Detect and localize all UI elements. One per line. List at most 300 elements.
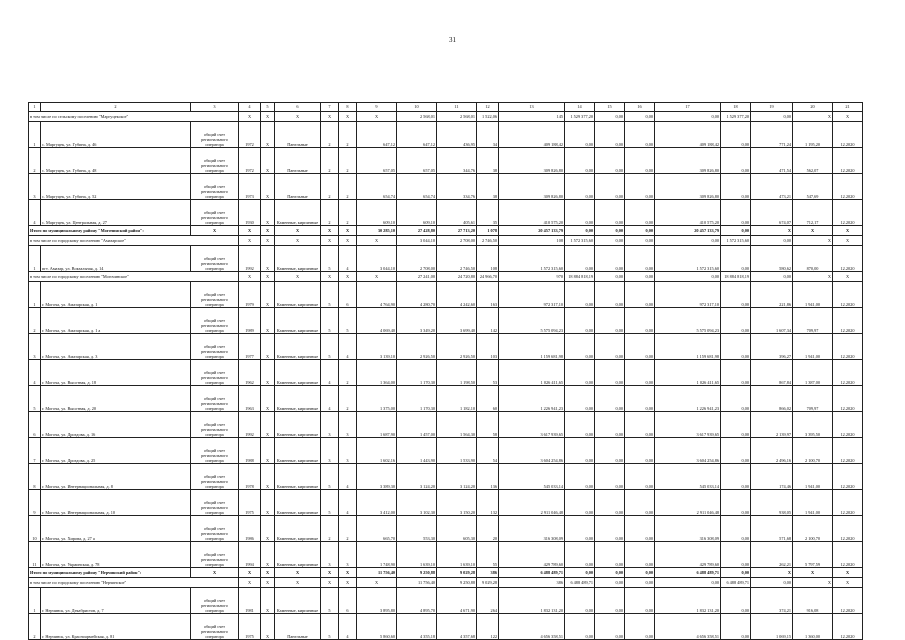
table-cell: X — [261, 578, 275, 588]
table-cell: 12.2020 — [833, 308, 863, 334]
table-cell: X — [261, 516, 275, 542]
table-cell: 0,00 — [595, 112, 625, 122]
table-cell: 436,95 — [437, 122, 477, 148]
table-cell: 27 428,80 — [397, 226, 437, 236]
table-cell: 1 170,30 — [397, 386, 437, 412]
table-cell: X — [191, 568, 239, 578]
table-cell: X — [275, 272, 321, 282]
table-cell: 1972 — [239, 122, 261, 148]
table-cell: 136 — [477, 464, 499, 490]
table-cell: 5 — [321, 282, 339, 308]
column-header: 11 — [437, 103, 477, 112]
table-cell: 5 — [339, 308, 357, 334]
table-cell: 2 — [339, 360, 357, 386]
table-cell: 2 — [321, 516, 339, 542]
table-cell: 3 — [339, 438, 357, 464]
table-cell: 0,00 — [595, 272, 625, 282]
row-number: 2 — [29, 148, 41, 174]
table-cell: 0,00 — [595, 200, 625, 226]
table-cell: Каменные, кирпичные — [275, 490, 321, 516]
column-header: 7 — [321, 103, 339, 112]
table-cell: 6 488 489,71 — [655, 568, 721, 578]
column-header: 14 — [565, 103, 595, 112]
table-cell: 709,97 — [793, 386, 833, 412]
table-cell: 344,76 — [437, 148, 477, 174]
table-cell: 20 — [477, 516, 499, 542]
table-cell: 12.2020 — [833, 246, 863, 272]
table-cell: X — [357, 112, 397, 122]
table-cell: X — [793, 568, 833, 578]
table-cell: 0,00 — [565, 588, 595, 614]
table-cell: 334,76 — [437, 174, 477, 200]
table-cell: 2 496,16 — [751, 438, 793, 464]
table-cell: 1 443,90 — [397, 438, 437, 464]
table-cell: X — [261, 438, 275, 464]
table-row — [29, 412, 863, 438]
table-cell: 1 529 377,20 — [721, 112, 751, 122]
table-cell: 122 — [477, 614, 499, 640]
table-cell: 0,00 — [655, 578, 721, 588]
table-cell: 12.2020 — [833, 588, 863, 614]
table-cell: 1 832 131,20 — [499, 588, 565, 614]
table-cell: 2 568,01 — [437, 112, 477, 122]
table-cell: 2 — [339, 148, 357, 174]
table-cell: X — [793, 236, 833, 246]
table-cell: 1 941,00 — [793, 282, 833, 308]
table-cell: 1972 — [239, 148, 261, 174]
table-cell: 6 — [339, 588, 357, 614]
table-cell: 53 — [477, 360, 499, 386]
table-cell: 0,00 — [721, 334, 751, 360]
table-cell: 0,00 — [565, 516, 595, 542]
table-cell: 54 — [477, 438, 499, 464]
table-cell: 108 — [477, 246, 499, 272]
table-cell: 2 — [339, 174, 357, 200]
table-cell: 174,46 — [751, 464, 793, 490]
table-cell: 3 044,10 — [357, 246, 397, 272]
table-cell: 0,00 — [625, 200, 655, 226]
table-cell: 1962 — [239, 360, 261, 386]
group-title: в том числе по городскому поселению "Амазарское" — [29, 236, 239, 246]
table-cell: 580,62 — [751, 246, 793, 272]
table-cell: Каменные, кирпичные — [275, 360, 321, 386]
table-cell: 3 102,30 — [397, 490, 437, 516]
table-cell: 6 488 489,71 — [721, 578, 751, 588]
table-cell: 1 078 — [477, 226, 499, 236]
group-row — [29, 112, 863, 122]
column-header: 5 — [261, 103, 275, 112]
table-cell: X — [275, 112, 321, 122]
table-cell: 1 069,15 — [751, 614, 793, 640]
table-cell: 60 — [477, 386, 499, 412]
table-cell: Панельные — [275, 614, 321, 640]
row-number: 10 — [29, 516, 41, 542]
table-cell: 410 575,20 — [655, 200, 721, 226]
table-cell: 409 188,42 — [499, 122, 565, 148]
table-cell: 24 720,80 — [437, 272, 477, 282]
address-cell: г. Могоча, ул. Высотная, д. 20 — [41, 386, 191, 412]
table-cell: X — [261, 542, 275, 568]
table-cell: 35 — [477, 200, 499, 226]
table-cell: 386 — [499, 578, 565, 588]
table-cell: 1977 — [239, 334, 261, 360]
page-number: 31 — [449, 36, 456, 44]
table-cell: 24 966,70 — [477, 272, 499, 282]
table-row — [29, 542, 863, 568]
group-row — [29, 578, 863, 588]
subtotal-row — [29, 568, 863, 578]
table-cell: 1 360,00 — [793, 614, 833, 640]
table-cell: 0,00 — [565, 438, 595, 464]
table-cell: 5 — [321, 588, 339, 614]
table-cell: X — [261, 568, 275, 578]
table-cell: 2 911 046,48 — [655, 490, 721, 516]
table-cell: 1963 — [239, 386, 261, 412]
table-cell: 1 195,20 — [793, 122, 833, 148]
table-cell: 4 — [339, 490, 357, 516]
table-cell: 870,00 — [793, 246, 833, 272]
table-cell: X — [339, 236, 357, 246]
group-row — [29, 272, 863, 282]
table-cell: Каменные, кирпичные — [275, 516, 321, 542]
table-cell: 1 639,10 — [397, 542, 437, 568]
table-cell: 1 941,00 — [793, 490, 833, 516]
table-cell: 3 124,20 — [437, 464, 477, 490]
table-row — [29, 282, 863, 308]
table-cell: 5 — [321, 464, 339, 490]
table-cell: 0,00 — [625, 588, 655, 614]
column-header: 3 — [191, 103, 239, 112]
table-cell: 3 124,20 — [397, 464, 437, 490]
table-cell: 1 941,00 — [793, 464, 833, 490]
table-cell: Каменные, кирпичные — [275, 542, 321, 568]
table-cell: 3 349,20 — [397, 308, 437, 334]
table-cell: 6 488 489,71 — [499, 568, 565, 578]
table-cell: 1992 — [239, 412, 261, 438]
row-number: 9 — [29, 490, 41, 516]
table-row — [29, 464, 863, 490]
table-cell: 0,00 — [625, 334, 655, 360]
table-cell: 12.2020 — [833, 464, 863, 490]
table-cell: 0,00 — [721, 360, 751, 386]
table-cell: X — [833, 578, 863, 588]
table-cell: 1989 — [239, 308, 261, 334]
table-cell: X — [321, 112, 339, 122]
table-cell: X — [261, 200, 275, 226]
table-cell: 0,00 — [625, 308, 655, 334]
table-cell: X — [275, 226, 321, 236]
column-header: 21 — [833, 103, 863, 112]
table-cell: 0,00 — [721, 200, 751, 226]
table-cell: 1 687,90 — [357, 412, 397, 438]
table-cell: 58 — [477, 412, 499, 438]
address-cell: г. Могоча, ул. Хирова, д. 27 а — [41, 516, 191, 542]
table-cell: X — [793, 226, 833, 236]
table-cell: X — [261, 490, 275, 516]
table-cell: 12.2020 — [833, 490, 863, 516]
table-cell: 654,74 — [357, 174, 397, 200]
table-cell: 1 748,90 — [357, 542, 397, 568]
table-cell: 5 — [321, 246, 339, 272]
table-cell: 2 — [339, 122, 357, 148]
table-cell: 0,00 — [565, 542, 595, 568]
table-cell: Каменные, кирпичные — [275, 386, 321, 412]
row-number: 8 — [29, 464, 41, 490]
table-cell: 2 — [321, 200, 339, 226]
table-cell: 0,00 — [565, 308, 595, 334]
table-row — [29, 516, 863, 542]
table-cell: 0,00 — [721, 308, 751, 334]
table-cell: Каменные, кирпичные — [275, 438, 321, 464]
table-cell: 1 564,30 — [437, 412, 477, 438]
column-header: 1 — [29, 103, 41, 112]
table-cell: X — [261, 122, 275, 148]
table-cell: 0,00 — [721, 412, 751, 438]
table-cell: 264 — [477, 588, 499, 614]
table-cell: 396,27 — [751, 334, 793, 360]
table-cell: 429 789,60 — [499, 542, 565, 568]
table-cell: X — [261, 174, 275, 200]
row-number: 5 — [29, 386, 41, 412]
table-cell: 0,00 — [595, 148, 625, 174]
table-cell: 1978 — [239, 464, 261, 490]
table-cell: 2 926,50 — [437, 334, 477, 360]
table-cell: 12.2020 — [833, 122, 863, 148]
row-number: 11 — [29, 542, 41, 568]
row-number: 4 — [29, 200, 41, 226]
table-cell: 12.2020 — [833, 200, 863, 226]
table-cell: X — [261, 236, 275, 246]
table-cell: 9 250,88 — [397, 568, 437, 578]
table-cell: 0,00 — [625, 226, 655, 236]
table-cell: общий счет регионального оператора — [191, 122, 239, 148]
table-cell: 3 — [321, 542, 339, 568]
table-cell: 3 389,30 — [357, 464, 397, 490]
table-cell: 4 — [339, 246, 357, 272]
table-cell: 1975 — [239, 614, 261, 640]
table-cell: 221,86 — [751, 282, 793, 308]
table-cell: 3 617 939,65 — [499, 412, 565, 438]
table-cell: X — [321, 578, 339, 588]
column-header: 18 — [721, 103, 751, 112]
table-cell: 20 457 133,79 — [655, 226, 721, 236]
table-cell: Каменные, кирпичные — [275, 464, 321, 490]
table-cell: 409 188,42 — [655, 122, 721, 148]
table-cell: 0,00 — [595, 438, 625, 464]
table-row — [29, 360, 863, 386]
table-cell: X — [357, 236, 397, 246]
table-cell: X — [339, 568, 357, 578]
table-cell: Каменные, кирпичные — [275, 246, 321, 272]
table-cell: Каменные, кирпичные — [275, 412, 321, 438]
table-cell: 9 029,28 — [477, 578, 499, 588]
row-number: 1 — [29, 246, 41, 272]
table-cell: X — [275, 236, 321, 246]
table-cell: X — [793, 578, 833, 588]
table-cell: 55 — [477, 542, 499, 568]
table-cell: 0,00 — [721, 122, 751, 148]
table-cell: Каменные, кирпичные — [275, 200, 321, 226]
table-cell: 1975 — [239, 490, 261, 516]
table-cell: 3 — [339, 542, 357, 568]
table-cell: 665,70 — [357, 516, 397, 542]
table-cell: 0,00 — [625, 272, 655, 282]
table-cell: 0,00 — [625, 614, 655, 640]
table-cell: 5 — [321, 308, 339, 334]
table-cell: 771,24 — [751, 122, 793, 148]
table-cell: 712,17 — [793, 200, 833, 226]
table-cell: 1973 — [239, 174, 261, 200]
table-cell: 0,00 — [595, 334, 625, 360]
table-cell: 4 — [321, 386, 339, 412]
table-cell: общий счет регионального оператора — [191, 308, 239, 334]
table-cell: X — [339, 226, 357, 236]
column-header: 20 — [793, 103, 833, 112]
table-cell: 4 671,90 — [437, 588, 477, 614]
address-cell: г. Могоча, ул. Интернациональная, д. 10 — [41, 490, 191, 516]
table-cell: 0,00 — [721, 174, 751, 200]
table-cell: 4 — [339, 614, 357, 640]
table-row — [29, 334, 863, 360]
table-cell: X — [261, 246, 275, 272]
table-cell: 473,21 — [751, 174, 793, 200]
table-cell: 0,00 — [655, 272, 721, 282]
table-cell: 1981 — [239, 588, 261, 614]
table-cell: 9 250,88 — [437, 578, 477, 588]
table-cell: Панельные — [275, 122, 321, 148]
table-cell: 11 756,40 — [397, 578, 437, 588]
table-cell: 0,00 — [565, 464, 595, 490]
table-cell: X — [239, 272, 261, 282]
row-number: 6 — [29, 412, 41, 438]
table-cell: 0,00 — [595, 308, 625, 334]
table-cell: 1979 — [239, 282, 261, 308]
table-cell: 30 285,10 — [357, 226, 397, 236]
table-cell: 1 572 315,60 — [721, 236, 751, 246]
table-cell: общий счет регионального оператора — [191, 174, 239, 200]
group-title: в том числе по городскому поселению "Могочинское" — [29, 272, 239, 282]
table-cell: 2 — [339, 200, 357, 226]
table-cell: 0,00 — [721, 246, 751, 272]
table-cell: 0,00 — [625, 282, 655, 308]
address-cell: с. Маргуцек, ул. Губина, д. 46 — [41, 122, 191, 148]
table-cell: 0,00 — [751, 112, 793, 122]
address-cell: г. Могоча, ул. Амазарская, д. 1 — [41, 282, 191, 308]
table-row — [29, 174, 863, 200]
table-cell: Каменные, кирпичные — [275, 282, 321, 308]
table-cell: 0,00 — [625, 412, 655, 438]
table-cell: 3 699,40 — [437, 308, 477, 334]
table-cell: 471,54 — [751, 148, 793, 174]
table-cell: 27 241,00 — [397, 272, 437, 282]
table-cell: 0,00 — [721, 464, 751, 490]
table-cell: 1986 — [239, 516, 261, 542]
table-cell: 132 — [477, 490, 499, 516]
table-cell: 0,00 — [721, 386, 751, 412]
capital-repair-table — [28, 102, 863, 640]
column-header: 19 — [751, 103, 793, 112]
table-cell: X — [275, 568, 321, 578]
table-cell: 916,08 — [793, 588, 833, 614]
table-cell: 0,00 — [625, 112, 655, 122]
table-cell: 562,07 — [793, 148, 833, 174]
table-cell: X — [339, 272, 357, 282]
table-cell: 12.2020 — [833, 148, 863, 174]
table-cell: 309 826,80 — [499, 148, 565, 174]
row-number: 2 — [29, 614, 41, 640]
table-row — [29, 438, 863, 464]
table-cell: 163 — [477, 282, 499, 308]
table-cell: 2 — [321, 122, 339, 148]
table-cell: 0,00 — [595, 578, 625, 588]
table-cell: 609,10 — [397, 200, 437, 226]
table-row — [29, 386, 863, 412]
table-cell: 0,00 — [595, 464, 625, 490]
address-cell: г. Могоча, ул. Амазарская, д. 1 а — [41, 308, 191, 334]
table-cell: 3 — [321, 412, 339, 438]
table-cell: 0,00 — [721, 226, 751, 236]
table-cell: 0,00 — [595, 490, 625, 516]
table-cell: 2 — [339, 386, 357, 412]
table-cell: 0,00 — [565, 246, 595, 272]
row-number: 1 — [29, 588, 41, 614]
address-cell: г. Могоча, ул. Высотная, д. 18 — [41, 360, 191, 386]
table-row — [29, 200, 863, 226]
table-cell: 1 639,10 — [437, 542, 477, 568]
table-cell: 3 604 254,86 — [499, 438, 565, 464]
table-cell: 866,02 — [751, 386, 793, 412]
table-cell: 0,00 — [721, 614, 751, 640]
row-number: 1 — [29, 122, 41, 148]
table-cell: 3 — [339, 412, 357, 438]
table-cell: 262,21 — [751, 542, 793, 568]
row-number: 1 — [29, 282, 41, 308]
table-cell: X — [751, 568, 793, 578]
table-cell: 0,00 — [625, 516, 655, 542]
table-cell: 0,00 — [595, 614, 625, 640]
table-row — [29, 148, 863, 174]
table-cell: 12.2020 — [833, 412, 863, 438]
table-cell: 108 — [499, 236, 565, 246]
column-header: 15 — [595, 103, 625, 112]
table-cell: X — [357, 272, 397, 282]
column-header: 4 — [239, 103, 261, 112]
table-cell: 1 159 681,98 — [499, 334, 565, 360]
table-cell: 0,00 — [721, 438, 751, 464]
table-cell: 142 — [477, 308, 499, 334]
column-header: 6 — [275, 103, 321, 112]
table-row — [29, 614, 863, 640]
table-cell: 0,00 — [721, 490, 751, 516]
table-cell: 0,00 — [565, 614, 595, 640]
column-header: 10 — [397, 103, 437, 112]
table-cell: 0,00 — [595, 568, 625, 578]
table-cell: 1992 — [239, 246, 261, 272]
table-cell: 0,00 — [565, 282, 595, 308]
table-cell: 34 — [477, 122, 499, 148]
address-cell: г. Нерчинск, ул. Декабристов, д. 7 — [41, 588, 191, 614]
table-cell: 1 529 377,20 — [565, 112, 595, 122]
table-cell: X — [833, 236, 863, 246]
table-cell: 5 — [321, 614, 339, 640]
table-cell: 553,30 — [397, 516, 437, 542]
table-cell: общий счет регионального оператора — [191, 360, 239, 386]
table-cell: 3 604 254,86 — [655, 438, 721, 464]
table-cell: 972 317,10 — [499, 282, 565, 308]
table-cell: 571,68 — [751, 516, 793, 542]
address-cell: с. Маргуцек, ул. Губина, д. 52 — [41, 174, 191, 200]
table-cell: 972 317,10 — [655, 282, 721, 308]
